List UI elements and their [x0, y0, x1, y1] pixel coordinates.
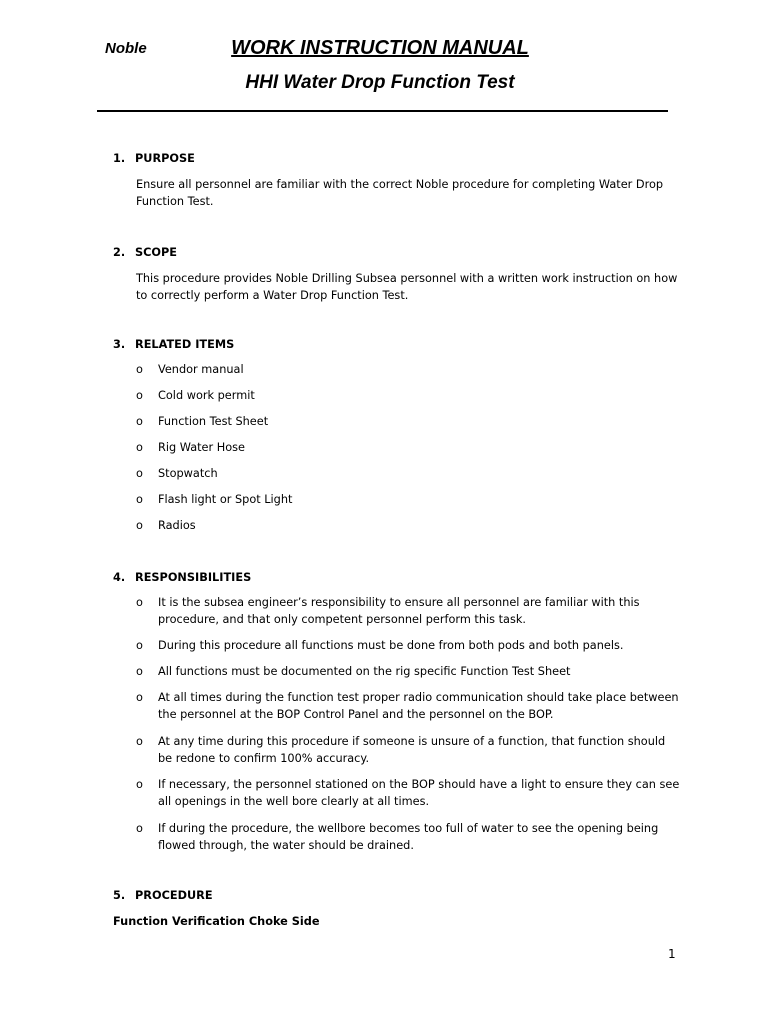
bullet-marker: o: [136, 467, 143, 480]
list-item-text: Cold work permit: [158, 389, 255, 402]
list-item: [136, 594, 681, 628]
section-number: 2.: [113, 246, 126, 259]
list-item-text: At any time during this procedure if someone is unsure of a function, that function should be redone to confirm 100% accuracy.: [158, 735, 666, 765]
list-item: [136, 733, 681, 767]
section-heading-responsibilities: [113, 569, 251, 586]
list-item: [136, 820, 681, 854]
list-item-text: If during the procedure, the wellbore becomes too full of water to see the opening being flowed through, the water should be drained.: [158, 822, 659, 852]
list-item: [136, 663, 681, 680]
section-title: SCOPE: [135, 246, 178, 259]
list-item-text: Flash light or Spot Light: [158, 493, 293, 506]
section-number: 3.: [113, 338, 126, 351]
section-title: PROCEDURE: [135, 889, 213, 902]
section-heading-procedure: [113, 887, 213, 904]
list-item-text: All functions must be documented on the rig specific Function Test Sheet: [158, 665, 571, 678]
bullet-marker: o: [136, 389, 143, 402]
section-heading-scope: [113, 244, 177, 261]
document-subtitle: HHI Water Drop Function Test: [245, 72, 515, 93]
list-item-text: Radios: [158, 519, 196, 532]
scope-text: This procedure provides Noble Drilling Subsea personnel with a written work instruction on how to correctly perform a Water Drop Function Test.: [136, 272, 678, 302]
section-heading-purpose: [113, 150, 195, 167]
bullet-marker: o: [136, 735, 143, 748]
section-number: 5.: [113, 889, 126, 902]
section-title: PURPOSE: [135, 152, 195, 165]
procedure-subheading: Function Verification Choke Side: [113, 915, 320, 928]
list-item: [136, 689, 681, 723]
bullet-marker: o: [136, 519, 143, 532]
list-item: [136, 517, 681, 534]
purpose-text: Ensure all personnel are familiar with the correct Noble procedure for completing Water Drop Function Test.: [136, 178, 664, 208]
bullet-marker: o: [136, 665, 143, 678]
section-title: RELATED ITEMS: [135, 338, 235, 351]
list-item: [136, 491, 681, 508]
page-number: 1: [668, 947, 676, 961]
bullet-marker: o: [136, 596, 143, 609]
header-divider: [97, 110, 668, 112]
list-item: [136, 465, 681, 482]
bullet-marker: o: [136, 493, 143, 506]
bullet-marker: o: [136, 691, 143, 704]
list-item: [136, 776, 681, 810]
section-number: 4.: [113, 571, 126, 584]
bullet-marker: o: [136, 639, 143, 652]
bullet-marker: o: [136, 441, 143, 454]
bullet-marker: o: [136, 778, 143, 791]
list-item-text: If necessary, the personnel stationed on the BOP should have a light to ensure they can see all openings in the well bore clearly at all times.: [158, 778, 680, 808]
list-item: [136, 439, 681, 456]
bullet-marker: o: [136, 415, 143, 428]
list-item-text: It is the subsea engineer’s responsibility to ensure all personnel are familiar with this procedure, and that only competent personnel perform this task.: [158, 596, 640, 626]
list-item: [136, 361, 681, 378]
list-item: [136, 387, 681, 404]
section-number: 1.: [113, 152, 126, 165]
bullet-marker: o: [136, 822, 143, 835]
bullet-marker: o: [136, 363, 143, 376]
list-item-text: Rig Water Hose: [158, 441, 245, 454]
company-name: Noble: [105, 40, 147, 57]
list-item-text: At all times during the function test proper radio communication should take place between the personnel at the BOP Control Panel and the personnel on the BOP.: [158, 691, 679, 721]
document-title: WORK INSTRUCTION MANUAL: [231, 37, 529, 59]
list-item-text: Function Test Sheet: [158, 415, 269, 428]
list-item: [136, 637, 681, 654]
list-item-text: Vendor manual: [158, 363, 244, 376]
section-heading-related-items: [113, 336, 234, 353]
section-title: RESPONSIBILITIES: [135, 571, 252, 584]
list-item-text: Stopwatch: [158, 467, 218, 480]
list-item: [136, 413, 681, 430]
list-item-text: During this procedure all functions must be done from both pods and both panels.: [158, 639, 624, 652]
